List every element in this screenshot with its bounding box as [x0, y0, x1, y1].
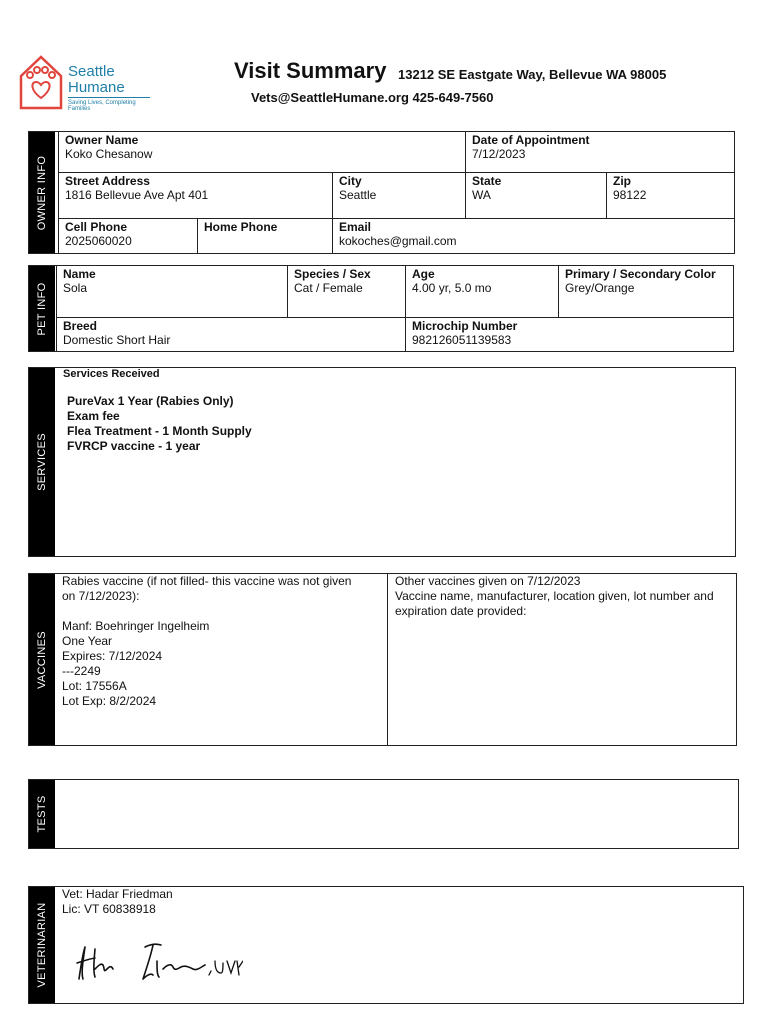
- cell-phone-cell: Cell Phone 2025060020: [58, 218, 197, 254]
- section-label: VETERINARIAN: [29, 887, 55, 1003]
- house-paw-icon: [18, 54, 64, 110]
- services-header: Services Received: [63, 368, 160, 380]
- service-item: PureVax 1 Year (Rabies Only): [67, 394, 234, 408]
- street-cell: Street Address 1816 Bellevue Ave Apt 401: [58, 172, 332, 218]
- section-label: TESTS: [29, 780, 55, 848]
- vaccines-section: [28, 573, 737, 746]
- appointment-date: 7/12/2023: [472, 147, 526, 161]
- state-cell: State WA: [465, 172, 606, 218]
- services-section: [28, 367, 736, 557]
- clinic-contact: Vets@SeattleHumane.org 425-649-7560: [251, 90, 494, 105]
- service-item: Flea Treatment - 1 Month Supply: [67, 424, 252, 438]
- species-cell: Species / Sex Cat / Female: [287, 266, 405, 317]
- veterinarian-section: [28, 886, 744, 1004]
- divider: [387, 574, 388, 745]
- service-item: FVRCP vaccine - 1 year: [67, 439, 201, 453]
- owner-name: Koko Chesanow: [65, 147, 153, 161]
- section-label: OWNER INFO: [29, 132, 55, 253]
- microchip-cell: Microchip Number 982126051139583: [405, 317, 734, 352]
- home-phone-cell: Home Phone: [197, 218, 332, 254]
- email-cell: Email kokoches@gmail.com: [332, 218, 735, 254]
- pet-name-cell: Name Sola: [56, 266, 287, 317]
- pet-info-section: [28, 265, 734, 352]
- owner-name-cell: Owner Name Koko Chesanow: [58, 132, 465, 172]
- zip-cell: Zip 98122: [606, 172, 735, 218]
- owner-info-section: [28, 131, 735, 254]
- appointment-date-cell: Date of Appointment 7/12/2023: [465, 132, 735, 172]
- color-cell: Primary / Secondary Color Grey/Orange: [558, 266, 734, 317]
- city-cell: City Seattle: [332, 172, 465, 218]
- tests-section: [28, 779, 739, 849]
- age-cell: Age 4.00 yr, 5.0 mo: [405, 266, 558, 317]
- page-title: Visit Summary: [234, 58, 387, 83]
- section-label: SERVICES: [29, 368, 55, 556]
- signature-image: [73, 939, 243, 987]
- services-list: [67, 394, 252, 454]
- breed-cell: Breed Domestic Short Hair: [56, 317, 405, 352]
- logo-line2: Humane: [68, 79, 125, 96]
- other-vaccines-info: Other vaccines given on 7/12/2023 Vaccine name, manufacturer, location given, lot number and expiration date provided:: [395, 574, 714, 618]
- section-label: VACCINES: [29, 574, 55, 745]
- logo-tagline: Saving Lives, Completing Families: [68, 100, 136, 112]
- logo-line1: Seattle: [68, 63, 115, 80]
- clinic-address: 13212 SE Eastgate Way, Bellevue WA 98005: [398, 67, 667, 82]
- service-item: Exam fee: [67, 409, 120, 423]
- vet-license: Lic: VT 60838918: [62, 902, 156, 916]
- section-label: PET INFO: [29, 266, 55, 351]
- seattle-humane-logo: [18, 52, 158, 112]
- rabies-vaccine-info: Rabies vaccine (if not filled- this vaccine was not given on 7/12/2023): Manf: Boehringer Ingelheim One Year Expires: 7/12/2024 ---2249 Lot: 17556A Lot Exp: 8/2/2024: [62, 574, 352, 708]
- vet-name: Vet: Hadar Friedman: [62, 887, 173, 901]
